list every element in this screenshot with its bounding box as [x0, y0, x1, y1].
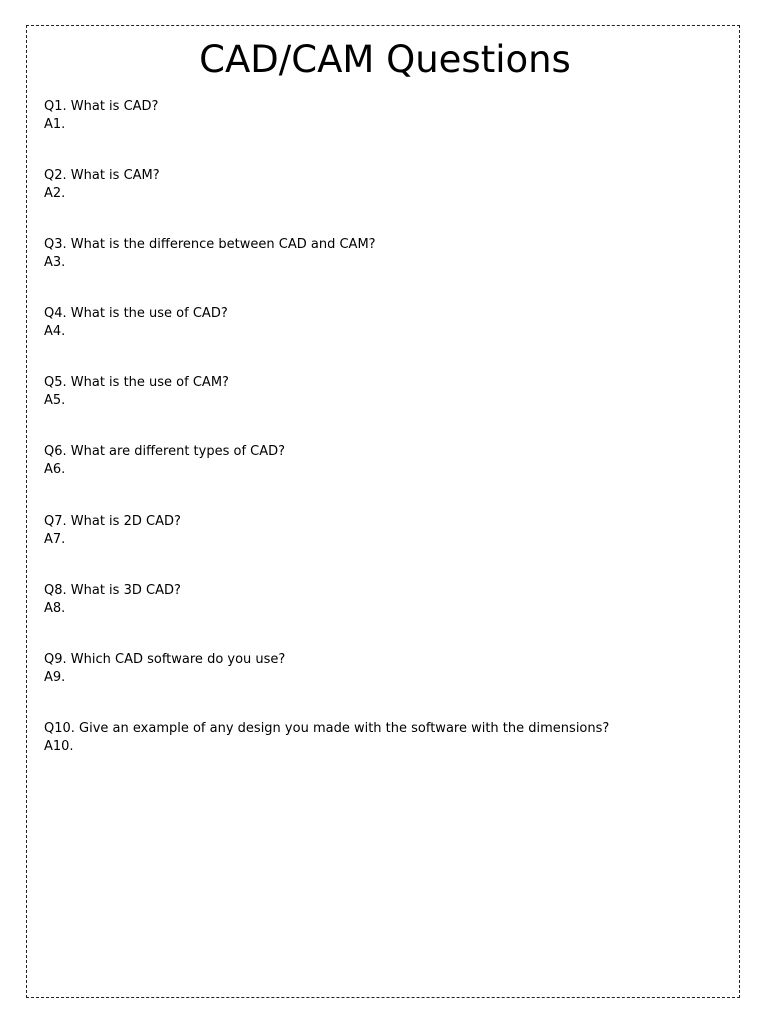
qa-item-3: [44, 236, 724, 305]
answer-text: A5.: [44, 393, 66, 409]
question-text: Q5. What is the use of CAM?: [44, 375, 229, 391]
answer-text: A9.: [44, 669, 66, 685]
question-text: Q4. What is the use of CAD?: [44, 306, 228, 322]
answer-text: A1.: [44, 117, 66, 132]
answer-text: A6.: [44, 462, 66, 478]
answer-text: A8.: [44, 600, 66, 616]
page-title: CAD/CAM Questions: [199, 38, 571, 81]
question-text: Q9. Which CAD software do you use?: [44, 651, 286, 667]
qa-item-6: [44, 443, 724, 512]
qa-item-7: [44, 513, 724, 582]
qa-item-10: [44, 720, 724, 789]
answer-text: A3.: [44, 255, 66, 271]
answer-text: A7.: [44, 531, 66, 547]
qa-item-5: [44, 374, 724, 443]
question-text: Q3. What is the difference between CAD and CAM?: [44, 237, 376, 253]
question-list: [44, 98, 724, 789]
question-text: Q6. What are different types of CAD?: [44, 444, 286, 460]
answer-text: A2.: [44, 186, 66, 202]
question-text: Q8. What is 3D CAD?: [44, 582, 181, 598]
question-text: Q1. What is CAD?: [44, 99, 159, 114]
question-text: Q2. What is CAM?: [44, 168, 160, 184]
qa-item-9: [44, 651, 724, 720]
question-text: Q10. Give an example of any design you made with the software with the dimensions?: [44, 720, 610, 736]
qa-item-2: [44, 167, 724, 236]
qa-item-4: [44, 305, 724, 374]
answer-text: A4.: [44, 324, 66, 340]
qa-item-1: [44, 98, 724, 167]
qa-item-8: [44, 582, 724, 651]
answer-text: A10.: [44, 738, 74, 754]
question-text: Q7. What is 2D CAD?: [44, 513, 181, 529]
